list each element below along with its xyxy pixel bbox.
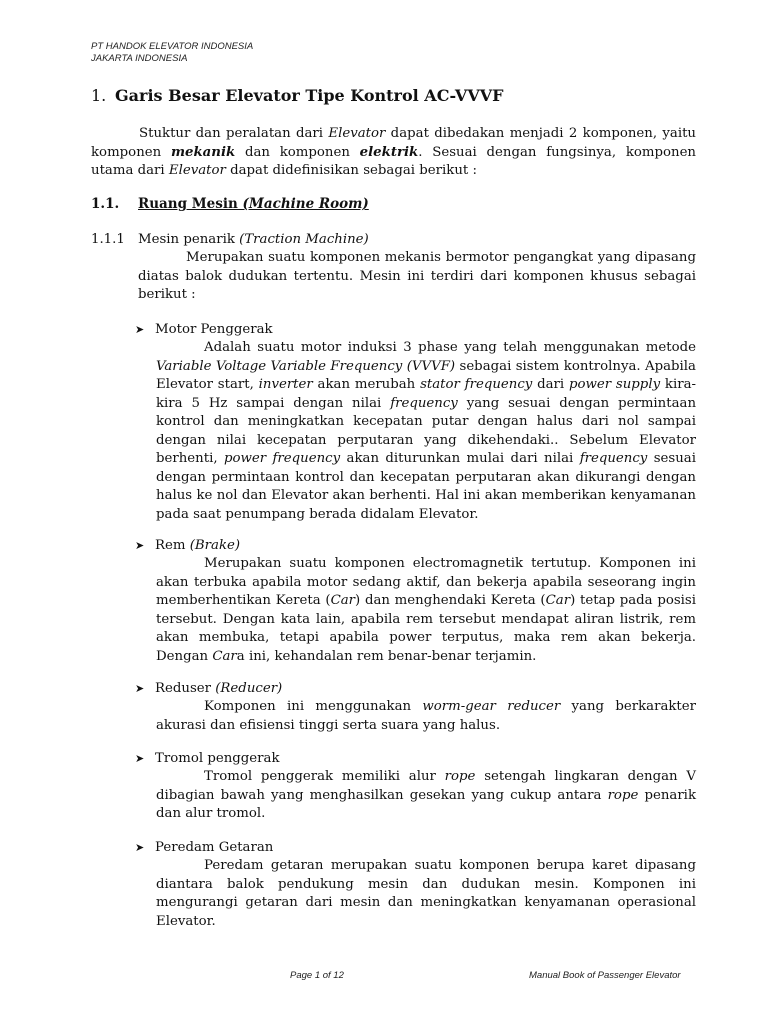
rem-t4: a ini, kehandalan rem benar-benar terjamin. [236,648,537,664]
traction-machine-paragraph [138,249,696,305]
tromol-t1: Tromol penggerak memiliki alur [204,769,445,784]
intro-paragraph [91,125,696,181]
peredam-paragraph [156,857,696,931]
bullet-motor-penggerak [135,322,273,337]
peredam-label: Peredam Getaran [155,840,274,855]
page-number: Page 1 of 12 [290,970,344,981]
bullet-peredam-getaran [135,840,273,855]
tromol-t3: penarik dan alur tromol. [156,787,696,821]
tromol-label: Tromol penggerak [155,751,280,766]
motor-paragraph [156,339,696,524]
section-1-1-heading [91,196,369,212]
motor-i7: frequency [579,451,648,466]
intro-text-1: Stuktur dan peralatan dari [139,126,329,141]
arrowhead-bullet-icon: ➤ [135,539,145,552]
section-1-title: Garis Besar Elevator Tipe Kontrol AC-VVVF [115,86,504,105]
reduser-paragraph [156,698,696,735]
section-1-1-1-title-a: Mesin penarik [138,232,240,247]
motor-t6: yang sesuai dengan permintaan kontrol dan meningkatkan kecepatan putar dengan halus dari nol sampai dengan nilai kecepatan perputaran yang dikehendaki.. Sebelum Elevator berhenti, [156,395,697,466]
intro-text-3: dan komponen [235,144,360,160]
section-1-1-1-heading [91,232,369,247]
bullet-reduser [135,681,282,696]
reduser-i1: worm-gear reducer [422,699,561,714]
motor-i2: inverter [258,377,313,392]
rem-t1: Merupakan suatu komponen electromagnetik tertutup. Komponen ini akan terbuka apabila motor sedang aktif, dan bekerja apabila seseorang ingin memberhentikan Kereta ( [156,556,696,608]
rem-label-a: Rem [155,538,190,553]
reduser-t1: Komponen ini menggunakan [204,699,423,714]
motor-i6: power frequency [223,451,341,466]
motor-t8: sesuai dengan permintaan kontrol dan kecepatan perputaran akan dikurangi dengan halus ke nol dan Elevator akan berhenti. Hal ini akan memberikan kenyamanan pada saat penumpang berada didalam Elevator. [156,451,696,522]
section-1-1-1-title-b: (Traction Machine) [239,232,369,247]
rem-label-b: (Brake) [189,538,241,553]
bullet-rem [135,538,240,553]
motor-t5: kira-kira 5 Hz sampai dengan nilai [156,377,696,411]
motor-t7: akan diturunkan mulai dari nilai [340,451,580,466]
reduser-label-a: Reduser [155,681,216,696]
rem-i2: Car [545,593,571,608]
intro-text-4: . Sesuai dengan fungsinya, komponen utama dari [91,144,696,178]
intro-text-5: dapat didefinisikan sebagai berikut : [225,163,477,178]
reduser-t2: yang berkarakter akurasi dan efisiensi tinggi serta suara yang halus. [156,699,697,733]
motor-t3: akan merubah [312,377,421,392]
arrowhead-bullet-icon: ➤ [135,323,145,336]
traction-machine-text: Merupakan suatu komponen mekanis bermotor pengangkat yang dipasang diatas balok dudukan tertentu. Mesin ini terdiri dari komponen khusus sebagai berikut : [138,250,696,302]
company-name: PT HANDOK ELEVATOR INDONESIA [91,41,254,52]
motor-t1: Adalah suatu motor induksi 3 phase yang telah menggunakan metode [204,340,696,355]
motor-i3: stator frequency [420,377,533,392]
rem-i1: Car [330,593,356,608]
peredam-t1: Peredam getaran merupakan suatu komponen berupa karet dipasang diantara balok pendukung mesin dan dudukan mesin. Komponen ini mengurangi getaran dari mesin dan meningkatkan kenyamanan operasional Elevator. [156,858,696,929]
rem-paragraph [156,555,696,666]
section-1-1-title-b: (Machine Room) [242,196,369,212]
rem-i3: Car [212,648,237,664]
section-1-1-title-a: Ruang Mesin [138,196,243,212]
rem-t3: ) tetap pada posisi tersebut. Dengan kata lain, apabila rem tersebut mendapat aliran listrik, rem akan membuka, tetapi apabila power terputus, maka rem akan bekerja. Dengan [156,593,696,664]
arrowhead-bullet-icon: ➤ [135,841,145,854]
section-1-heading [91,86,504,105]
manual-title: Manual Book of Passenger Elevator [529,970,681,981]
motor-i4: power supply [568,377,661,392]
motor-i1: Variable Voltage Variable Frequency (VVVF) [156,358,456,374]
rem-t2: ) dan menghendaki Kereta ( [355,593,546,608]
intro-elevator-1: Elevator [328,126,386,141]
tromol-paragraph [156,768,696,824]
bullet-tromol-penggerak [135,751,280,766]
motor-label: Motor Penggerak [155,322,273,337]
tromol-i1: rope [444,769,476,784]
intro-text-2: dapat dibedakan menjadi 2 komponen, yaitu komponen [91,126,696,160]
section-1-number: 1. [91,86,107,105]
intro-elevator-2: Elevator [168,163,226,178]
intro-mekanik: mekanik [170,144,236,160]
motor-t4: dari [532,377,569,392]
arrowhead-bullet-icon: ➤ [135,752,145,765]
document-header [91,41,253,65]
reduser-label-b: (Reducer) [215,681,283,696]
section-1-1-1-number: 1.1.1 [91,232,125,247]
section-1-1-title [138,196,369,212]
tromol-i2: rope [607,787,639,803]
company-city: JAKARTA INDONESIA [91,53,188,64]
tromol-t2: setengah lingkaran dengan V dibagian bawah yang menghasilkan gesekan yang cukup antara [156,769,696,803]
motor-i5: frequency [390,395,458,411]
motor-t2: sebagai sistem kontrolnya. Apabila Elevator start, [156,358,696,392]
section-1-1-number: 1.1. [91,196,120,212]
arrowhead-bullet-icon: ➤ [135,682,145,695]
intro-elektrik: elektrik [359,144,419,160]
